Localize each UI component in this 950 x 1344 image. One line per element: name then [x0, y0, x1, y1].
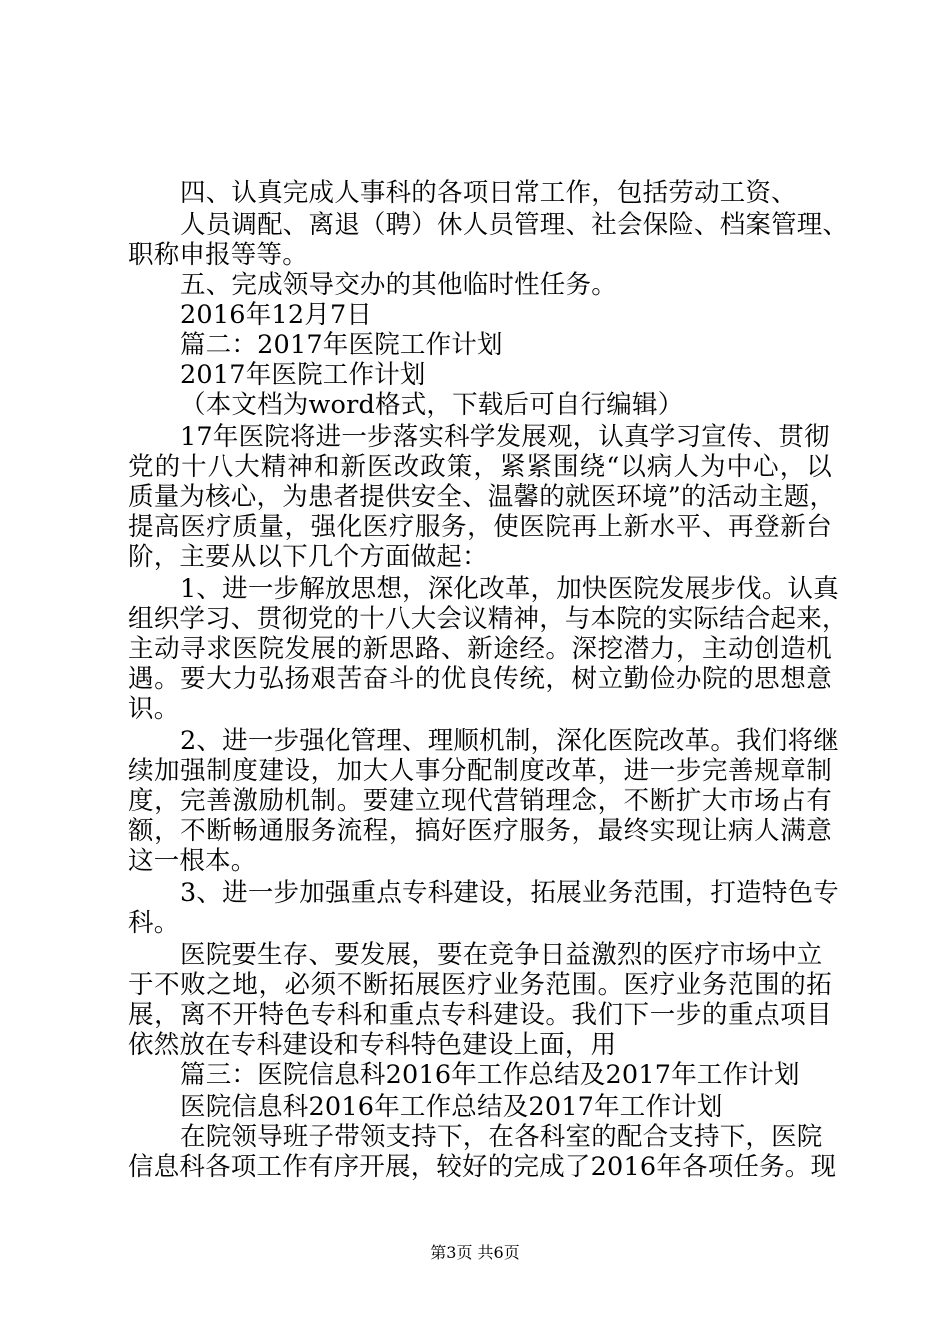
text-line: 展，离不开特色专科和重点专科建设。我们下一步的重点项目 — [128, 1000, 832, 1030]
section-heading: 篇三：医院信息科2016年工作总结及2017年工作计划 — [180, 1060, 800, 1090]
text-line: （本文档为word格式，下载后可自行编辑） — [180, 390, 684, 420]
text-line: 2、进一步强化管理、理顺机制，深化医院改革。我们将继 — [180, 726, 839, 756]
section-heading: 篇二：2017年医院工作计划 — [180, 330, 503, 360]
text-line: 3、进一步加强重点专科建设，拓展业务范围，打造特色专 — [180, 878, 839, 908]
section-title: 2017年医院工作计划 — [180, 360, 426, 390]
text-line: 质量为核心，为患者提供安全、温馨的就医环境”的活动主题， — [128, 482, 836, 512]
text-line: 科。 — [128, 908, 180, 938]
section-title: 医院信息科2016年工作总结及2017年工作计划 — [180, 1092, 723, 1122]
text-line: 医院要生存、要发展，要在竞争日益激烈的医疗市场中立 — [180, 940, 823, 970]
text-line: 依然放在专科建设和专科特色建设上面，用 — [128, 1030, 617, 1060]
text-line: 提高医疗质量，强化医疗服务，使医院再上新水平、再登新台 — [128, 512, 832, 542]
page-footer: 第3页 共6页 — [430, 1243, 520, 1262]
text-line: 遇。要大力弘扬艰苦奋斗的优良传统，树立勤俭办院的思想意 — [128, 664, 832, 694]
text-line: 阶，主要从以下几个方面做起： — [128, 542, 488, 572]
text-line: 党的十八大精神和新医改政策，紧紧围绕“以病人为中心，以 — [128, 452, 832, 482]
text-line: 在院领导班子带领支持下，在各科室的配合支持下，医院 — [180, 1122, 823, 1152]
text-line: 额，不断畅通服务流程，搞好医疗服务，最终实现让病人满意 — [128, 816, 832, 846]
text-line: 组织学习、贯彻党的十八大会议精神，与本院的实际结合起来， — [128, 604, 848, 634]
text-line: 度，完善激励机制。要建立现代营销理念，不断扩大市场占有 — [128, 786, 832, 816]
text-line: 四、认真完成人事科的各项日常工作，包括劳动工资、 — [180, 178, 797, 208]
text-line: 识。 — [128, 694, 180, 724]
text-line: 1、进一步解放思想，深化改革，加快医院发展步伐。认真 — [180, 574, 839, 604]
text-line: 职称申报等等。 — [128, 240, 308, 270]
text-line: 17年医院将进一步落实科学发展观，认真学习宣传、贯彻 — [180, 422, 830, 452]
text-line: 主动寻求医院发展的新思路、新途经。深挖潜力，主动创造机 — [128, 634, 832, 664]
text-line: 人员调配、离退（聘）休人员管理、社会保险、档案管理、 — [180, 210, 849, 240]
text-line: 信息科各项工作有序开展，较好的完成了2016年各项任务。现 — [128, 1152, 837, 1182]
date-line: 2016年12月7日 — [180, 300, 373, 330]
text-line: 续加强制度建设，加大人事分配制度改革，进一步完善规章制 — [128, 756, 832, 786]
text-line: 这一根本。 — [128, 846, 257, 876]
text-line: 于不败之地，必须不断拓展医疗业务范围。医疗业务范围的拓 — [128, 970, 832, 1000]
text-line: 五、完成领导交办的其他临时性任务。 — [180, 270, 617, 300]
